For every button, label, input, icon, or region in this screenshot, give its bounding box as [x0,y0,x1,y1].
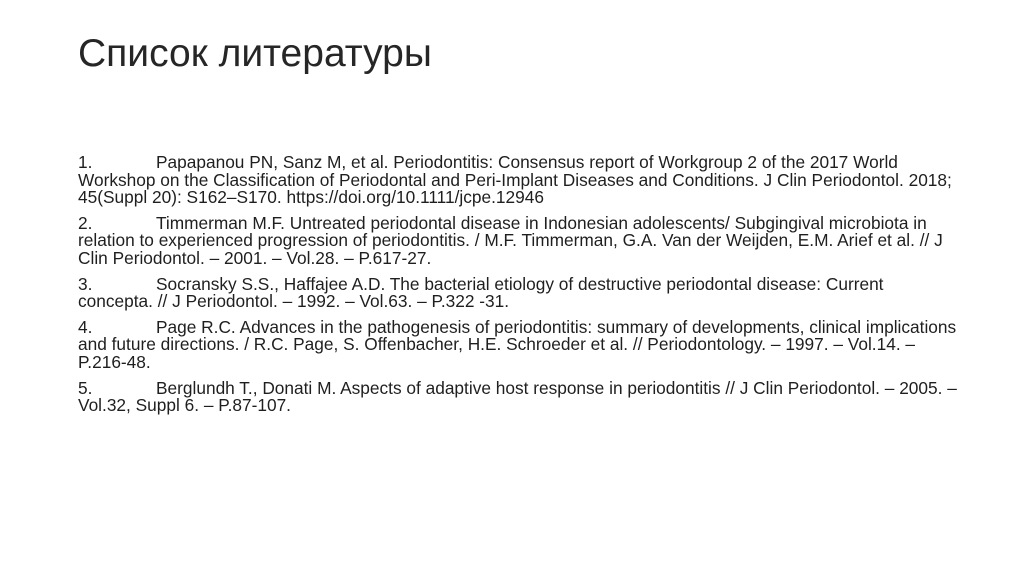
reference-number: 2. [78,212,93,233]
slide-title: Список литературы [78,32,432,75]
reference-number: 4. [78,316,93,337]
reference-number: 5. [78,377,93,398]
reference-item-4 [78,316,958,372]
reference-text: Timmerman M.F. Untreated periodontal disease in Indonesian adolescents/ Subgingival microbiota in relation to experienced progression of periodontitis. / M.F. Timmerman, G.A. Van der Weijden, E.M. Arief et al. // J Clin Periodontol. – 2001. – Vol.28. – P.617-27. [78,212,943,268]
reference-text: Berglundh T., Donati M. Aspects of adaptive host response in periodontitis // J Clin Periodontol. – 2005. – Vol.32, Suppl 6. – P.87-107. [78,377,957,416]
reference-number: 3. [78,273,93,294]
reference-text: Socransky S.S., Haffajee A.D. The bacterial etiology of destructive periodontal disease: Current concepta. // J Periodontol. – 1992. – Vol.63. – P.322 -31. [78,273,884,312]
reference-text: Papapanou PN, Sanz M, et al. Periodontitis: Consensus report of Workgroup 2 of the 2017 World Workshop on the Classification of Periodontal and Peri-Implant Diseases and Conditions. J Clin Periodontol. 2018; 45(Suppl 20): S162–S170. https://doi.org/10.1111/jcpe.12946 [78,152,952,208]
reference-number: 1. [78,152,93,172]
reference-item-5 [78,377,958,416]
reference-item-1 [78,154,958,207]
reference-item-2 [78,212,958,268]
reference-text: Page R.C. Advances in the pathogenesis of periodontitis: summary of developments, clinical implications and future directions. / R.C. Page, S. Offenbacher, H.E. Schroeder et al. // Periodontology. – 1997. – Vol.14. – P.216-48. [78,316,957,372]
reference-list [78,154,958,423]
reference-item-3 [78,273,958,312]
